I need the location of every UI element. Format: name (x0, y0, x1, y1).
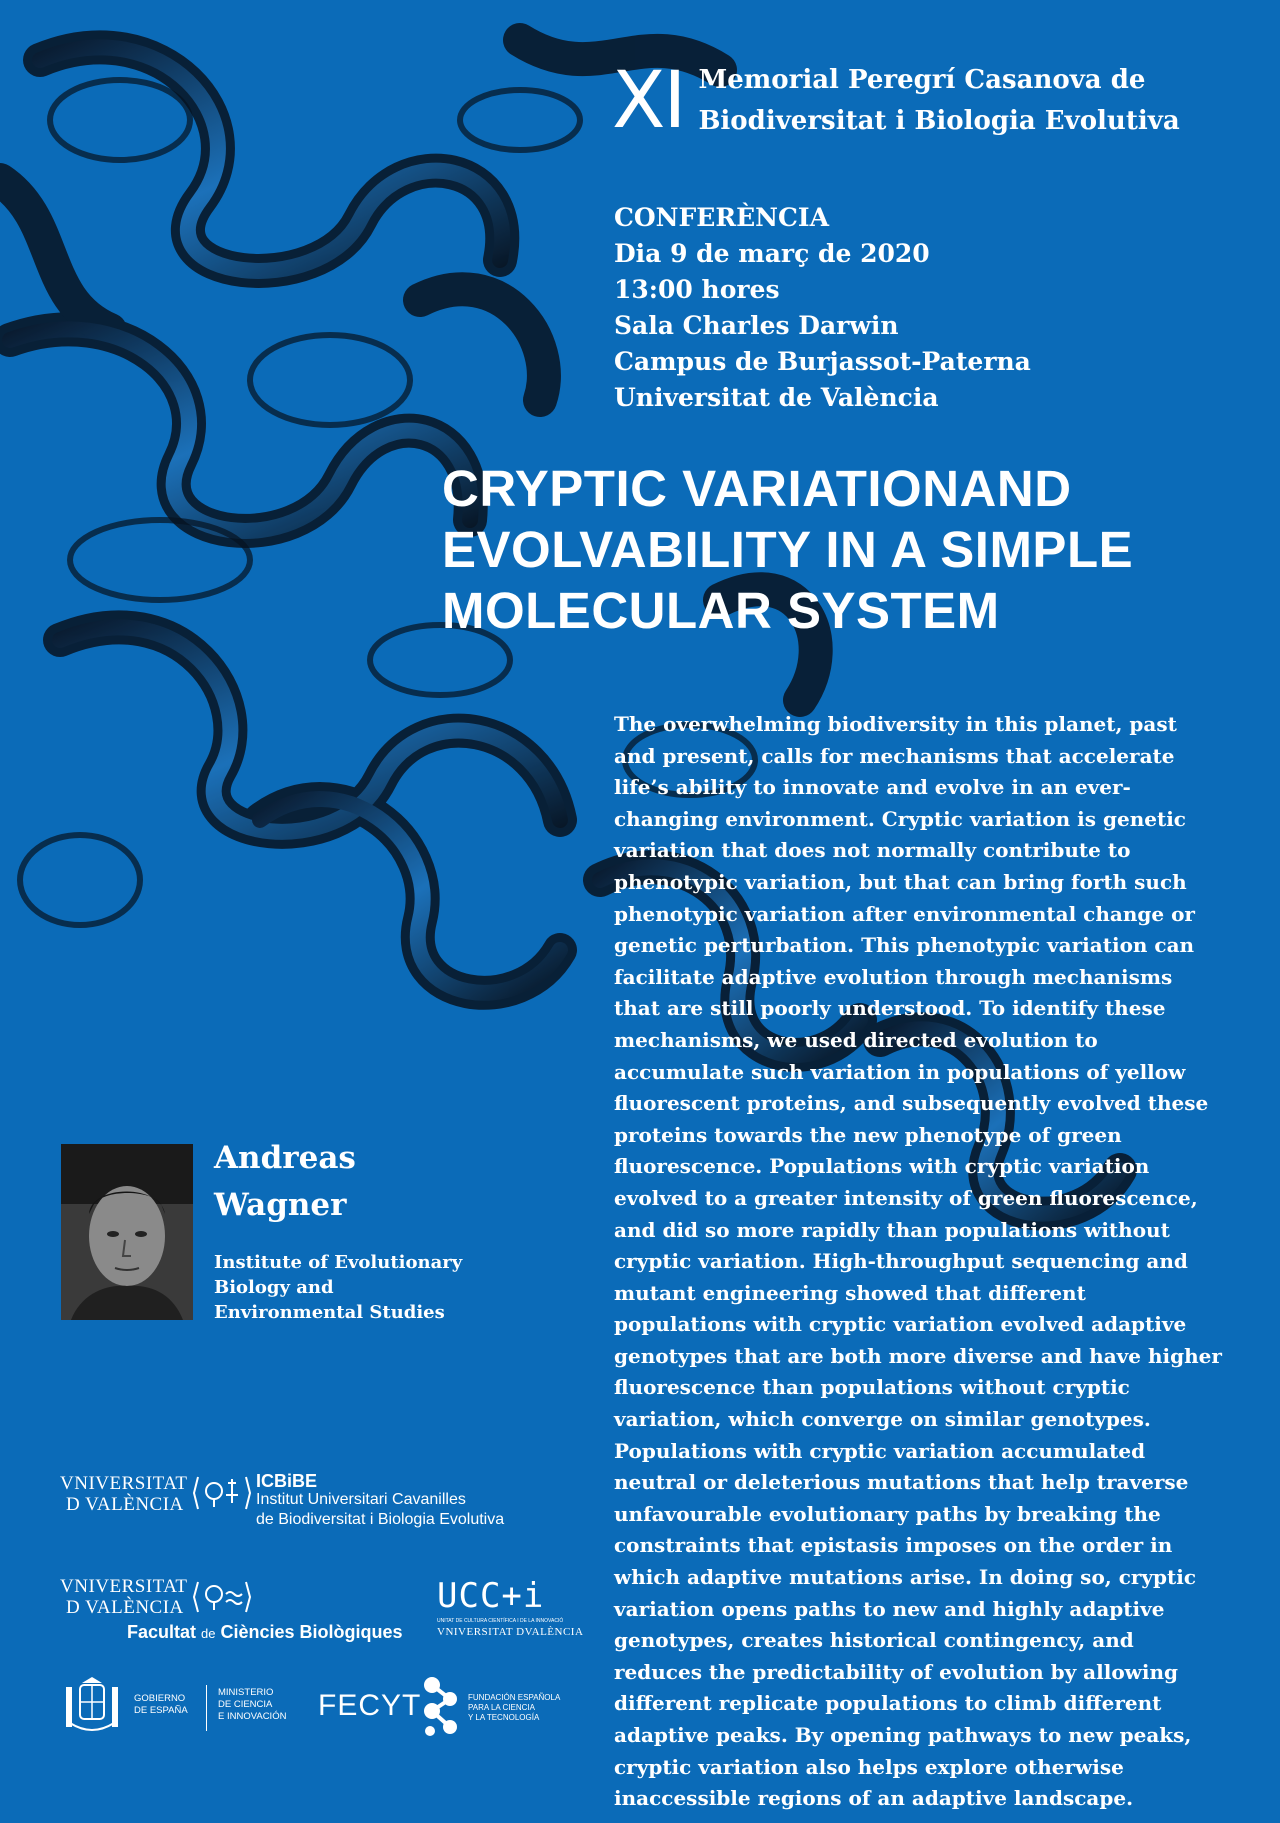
uv-icbibe-logo (60, 1473, 580, 1533)
speaker-name (214, 1135, 356, 1229)
gobierno-text: GOBIERNO DE ESPAÑA (134, 1693, 188, 1716)
event-time: 13:00 hores (614, 275, 780, 304)
fecyt-text: FUNDACIÓN ESPAÑOLA PARA LA CIENCIA Y LA TECNOLOGÍA (468, 1693, 561, 1722)
event-series-heading (612, 56, 1180, 146)
series-line-1: Memorial Peregrí Casanova de (698, 65, 1146, 95)
uv-faculty-logo (60, 1576, 420, 1646)
speaker-first-name: Andreas (214, 1140, 356, 1176)
gobierno-ministerio-logo (62, 1675, 302, 1739)
affiliation-line-1: Institute of Evolutionary (214, 1252, 463, 1273)
icbibe-line-1: Institut Universitari Cavanilles (256, 1491, 466, 1508)
ucci-mark: UCC+i (437, 1576, 545, 1616)
series-line-2: Biodiversitat i Biologia Evolutiva (698, 106, 1180, 136)
fecyt-logo (318, 1675, 568, 1739)
icbibe-emblem-icon (192, 1473, 252, 1513)
spain-coat-of-arms-icon (62, 1675, 122, 1739)
speaker-portrait-icon (61, 1144, 193, 1320)
icbibe-name: ICBiBE (256, 1471, 318, 1491)
affiliation-line-3: Environmental Studies (214, 1302, 445, 1323)
event-date: Dia 9 de març de 2020 (614, 239, 930, 268)
event-type: CONFERÈNCIA (614, 203, 830, 232)
fecyt-molecule-icon (420, 1675, 464, 1739)
ucci-uv: VNIVERSITAT DVALÈNCIA (437, 1626, 584, 1638)
faculty-emblem-icon (192, 1578, 252, 1616)
ministerio-text: MINISTERIO DE CIENCIA E INNOVACIÓN (218, 1687, 287, 1722)
talk-title-line-1: CRYPTIC VARIATIONAND (442, 460, 1072, 517)
uv-wordmark: VNIVERSITAT D VALÈNCIA (60, 1473, 188, 1515)
speaker-affiliation (214, 1250, 462, 1325)
event-campus: Campus de Burjassot-Paterna (614, 347, 1031, 376)
icbibe-line-2: de Biodiversitat i Biologia Evolutiva (256, 1511, 505, 1528)
uv-wordmark-2: VNIVERSITAT D VALÈNCIA (60, 1576, 188, 1618)
talk-abstract: The overwhelming biodiversity in this planet, past and present, calls for mechanisms that accelerate life’s ability to innovate and evolve in an ever-changing environment. Cryptic variation is genetic variation that does not normally contribute to phenotypic variation, but that can bring forth such phenotypic variation after environmental change or genetic perturbation. This phenotypic variation can facilitate adaptive evolution through mechanisms that are still poorly understood. To identify these mechanisms, we used directed evolution to accumulate such variation in populations of yellow fluorescent proteins, and subsequently evolved these proteins towards the new phenotype of green fluorescence. Populations with cryptic variation evolved to a greater intensity of green fluorescence, and did so more rapidly than populations without cryptic variation. High-throughput sequencing and mutant engineering showed that different populations with cryptic variation evolved adaptive genotypes that are both more diverse and have higher fluorescence than populations without cryptic variation, which converge on similar genotypes. Populations with cryptic variation accumulated neutral or deleterious mutations that help traverse unfavourable evolutionary paths by breaking the constraints that epistasis imposes on the order in which adaptive mutations arise. In doing so, cryptic variation opens paths to new and highly adaptive genotypes, creates historical contingency, and reduces the predictability of evolution by allowing different replicate populations to climb different adaptive peaks. By opening pathways to new peaks, cryptic variation also helps explore otherwise inaccessible regions of an adaptive landscape. (614, 712, 1222, 1811)
event-university: Universitat de València (614, 383, 939, 412)
affiliation-line-2: Biology and (214, 1277, 334, 1298)
speaker-last-name: Wagner (214, 1187, 347, 1223)
talk-title-line-2: EVOLVABILITY IN A SIMPLE (442, 521, 1134, 578)
series-name (698, 60, 1179, 142)
fecyt-wordmark: FECYT (318, 1689, 422, 1722)
faculty-name: Facultat de Ciències Biològiques (127, 1622, 403, 1642)
ucci-logo (437, 1576, 584, 1646)
speaker-photo (61, 1144, 193, 1320)
event-details (614, 200, 1031, 416)
talk-title (442, 458, 1262, 641)
ucci-subtitle: UNITAT DE CULTURA CIENTÍFICA I DE LA INNOVACIÓ (437, 1618, 564, 1624)
edition-numeral: XI (612, 56, 685, 146)
logo-divider (206, 1685, 207, 1731)
talk-title-line-3: MOLECULAR SYSTEM (442, 582, 1000, 639)
event-room: Sala Charles Darwin (614, 311, 899, 340)
